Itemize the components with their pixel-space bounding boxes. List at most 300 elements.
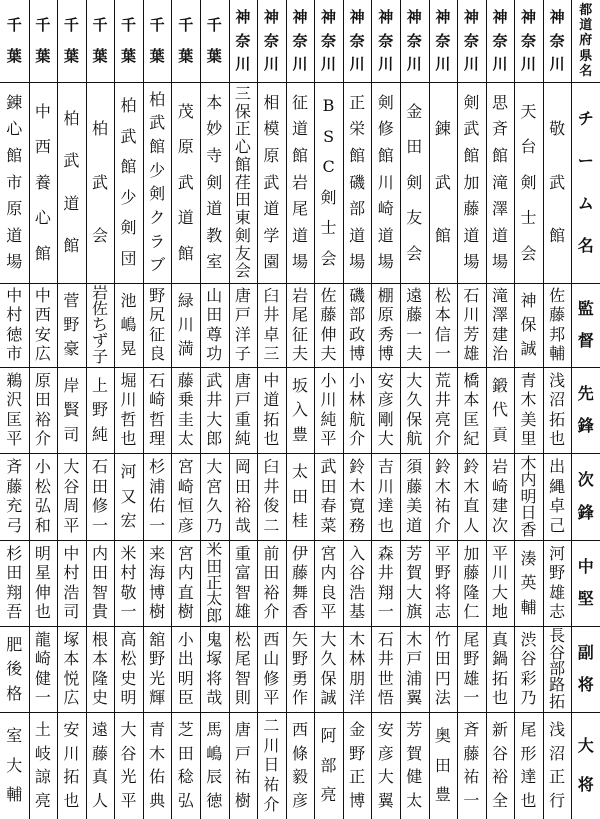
- text-char: 千: [92, 16, 108, 34]
- text-char: 原: [34, 370, 51, 390]
- text-char: 明: [520, 486, 537, 506]
- text-char: 神: [349, 8, 365, 27]
- text-char: 辰: [206, 767, 223, 787]
- text-char: 隆: [463, 582, 480, 602]
- text-char: 名: [577, 236, 594, 256]
- player-name-cell: [514, 714, 543, 817]
- text-char: 森: [377, 543, 394, 563]
- text-char: 木: [520, 455, 537, 473]
- text-char: 川: [263, 735, 280, 755]
- row-divider: [0, 540, 600, 541]
- text-char: 智: [234, 668, 251, 688]
- player-name-cell: [543, 542, 572, 624]
- text-char: 高: [120, 629, 137, 649]
- text-char: 坂: [291, 375, 308, 395]
- text-char: 崎: [177, 476, 194, 496]
- player-name-cell: [371, 628, 400, 710]
- text-char: 翔: [6, 582, 23, 602]
- player-name-cell: [114, 285, 143, 365]
- player-name-cell: [343, 455, 372, 538]
- text-char: 安: [377, 719, 394, 739]
- text-char: 博: [349, 343, 366, 363]
- text-char: 滝: [491, 286, 508, 306]
- text-char: 安: [377, 370, 394, 390]
- text-char: 芳: [406, 543, 423, 563]
- player-name-cell: [457, 455, 486, 538]
- text-char: 神: [406, 8, 422, 27]
- player-name-cell: [229, 628, 258, 710]
- text-char: 戸: [406, 649, 423, 669]
- text-char: 博: [377, 343, 394, 363]
- text-char: 樹: [149, 602, 166, 622]
- text-char: 雄: [463, 668, 480, 688]
- text-char: 奈: [463, 31, 479, 50]
- text-char: 奈: [378, 31, 394, 50]
- player-name-cell: [200, 542, 229, 624]
- text-char: 子: [234, 343, 251, 363]
- text-char: 川: [406, 54, 422, 73]
- text-char: 館: [63, 236, 80, 256]
- text-char: 岡: [234, 456, 251, 476]
- row-divider: [0, 283, 600, 284]
- text-char: 野: [291, 649, 308, 669]
- player-name-cell: [457, 285, 486, 365]
- text-char: 信: [434, 324, 451, 344]
- text-char: 野: [91, 400, 108, 419]
- text-char: 葉: [35, 47, 51, 65]
- text-char: 人: [463, 516, 480, 536]
- player-name-cell: [29, 628, 58, 710]
- text-char: 祐: [234, 767, 251, 787]
- text-char: 佑: [149, 767, 166, 787]
- text-char: 葉: [206, 47, 222, 65]
- player-name-cell: [543, 369, 572, 451]
- text-char: 剣: [234, 225, 251, 245]
- text-char: 棚: [377, 286, 394, 306]
- player-name-cell: [429, 628, 458, 710]
- text-char: 理: [149, 429, 166, 449]
- text-char: 臣: [177, 688, 194, 708]
- player-name-cell: [229, 369, 258, 451]
- text-char: 奈: [292, 31, 308, 50]
- text-char: 道: [377, 225, 394, 245]
- text-char: 場: [6, 252, 23, 272]
- text-char: 藤: [320, 305, 337, 325]
- text-char: 遠: [91, 719, 108, 739]
- text-char: 監: [577, 299, 594, 318]
- text-char: 海: [149, 563, 166, 583]
- text-char: 子: [91, 347, 108, 365]
- text-char: 将: [577, 775, 594, 795]
- text-char: 小: [34, 456, 51, 476]
- text-char: 敬: [120, 582, 137, 602]
- text-char: 石: [377, 629, 394, 649]
- text-char: 建: [491, 324, 508, 344]
- text-char: 金: [349, 719, 366, 739]
- text-char: 航: [349, 409, 366, 429]
- text-char: 嶋: [206, 743, 223, 763]
- text-char: 館: [463, 145, 480, 165]
- text-char: 岐: [34, 743, 51, 763]
- player-name-cell: [343, 369, 372, 451]
- player-name-cell: [457, 628, 486, 710]
- text-char: 翔: [377, 582, 394, 602]
- text-char: 柏: [149, 89, 166, 109]
- text-char: 井: [377, 563, 394, 583]
- text-char: 道: [206, 199, 223, 219]
- text-char: 部: [549, 658, 566, 678]
- text-char: 裕: [491, 767, 508, 787]
- text-char: 斉: [491, 119, 508, 139]
- text-char: 晃: [120, 339, 137, 358]
- text-char: 剣: [149, 184, 166, 204]
- text-char: 平: [63, 516, 80, 536]
- text-char: 秀: [377, 324, 394, 344]
- text-char: 彦: [177, 516, 194, 536]
- text-char: 一: [463, 688, 480, 708]
- text-char: 戸: [234, 390, 251, 410]
- text-char: 夫: [291, 343, 308, 363]
- text-char: 馬: [206, 719, 223, 739]
- text-char: 賢: [63, 400, 80, 419]
- text-char: 武: [263, 172, 280, 192]
- text-char: 中: [577, 556, 594, 576]
- text-char: 遠: [406, 286, 423, 306]
- text-char: 尾: [234, 649, 251, 669]
- text-char: 介: [434, 516, 451, 536]
- player-name-cell: [57, 628, 86, 710]
- text-char: 入: [291, 400, 308, 419]
- text-char: 也: [263, 429, 280, 449]
- text-char: 神: [292, 8, 308, 27]
- player-name-cell: [514, 369, 543, 451]
- text-char: B: [322, 96, 335, 116]
- text-char: 岩: [91, 285, 108, 302]
- text-char: 部: [349, 305, 366, 325]
- text-char: 基: [349, 602, 366, 622]
- text-char: 友: [234, 243, 251, 263]
- team-name-cell: [29, 84, 58, 281]
- text-char: 舘: [149, 629, 166, 649]
- player-name-cell: [200, 455, 229, 538]
- player-name-cell: [343, 542, 372, 624]
- text-char: 也: [549, 429, 566, 449]
- text-char: 奈: [321, 31, 337, 50]
- text-char: 道: [63, 193, 80, 213]
- text-char: 浩: [63, 582, 80, 602]
- text-char: 剣: [520, 172, 537, 192]
- player-name-cell: [0, 455, 29, 538]
- text-char: 芝: [177, 719, 194, 739]
- text-char: 道: [579, 18, 593, 34]
- text-char: 内: [520, 470, 537, 489]
- text-char: 野: [149, 649, 166, 669]
- text-char: 武: [434, 172, 451, 192]
- player-name-cell: [57, 285, 86, 365]
- text-char: 田: [263, 563, 280, 583]
- text-char: 本: [434, 305, 451, 325]
- text-char: 鍛: [491, 375, 508, 395]
- text-char: 圭: [177, 409, 194, 429]
- text-char: 井: [206, 390, 223, 410]
- text-char: 木: [463, 476, 480, 496]
- text-char: 縄: [549, 476, 566, 496]
- text-char: 貢: [491, 424, 508, 444]
- text-char: 川: [463, 305, 480, 325]
- text-char: チ: [577, 108, 594, 128]
- text-char: 平: [120, 791, 137, 811]
- text-char: 路: [549, 675, 566, 695]
- text-char: 場: [463, 252, 480, 272]
- player-name-cell: [257, 542, 286, 624]
- text-char: 太: [177, 429, 194, 449]
- player-name-cell: [429, 455, 458, 538]
- text-char: 拓: [63, 767, 80, 787]
- text-char: 千: [63, 16, 79, 34]
- text-char: 博: [349, 791, 366, 811]
- text-char: 剣: [206, 172, 223, 192]
- player-name-cell: [514, 285, 543, 365]
- text-char: 妙: [206, 119, 223, 139]
- text-char: 奈: [263, 31, 279, 50]
- text-char: 介: [263, 795, 280, 815]
- text-char: 條: [291, 743, 308, 763]
- text-char: 邦: [549, 324, 566, 344]
- player-name-cell: [86, 285, 115, 365]
- text-char: 翼: [406, 688, 423, 708]
- text-char: 地: [491, 602, 508, 622]
- text-char: 龍: [34, 629, 51, 649]
- player-name-cell: [314, 542, 343, 624]
- text-char: 部: [349, 199, 366, 219]
- text-char: 心: [34, 208, 51, 227]
- text-char: ク: [149, 207, 166, 227]
- text-char: 阿: [320, 725, 337, 745]
- text-char: 太: [406, 791, 423, 811]
- text-char: 館: [434, 225, 451, 245]
- text-char: 模: [263, 119, 280, 139]
- text-char: 崎: [491, 476, 508, 496]
- player-name-cell: [400, 714, 429, 817]
- text-char: 野: [349, 743, 366, 763]
- text-char: 也: [63, 791, 80, 811]
- text-char: 千: [178, 16, 194, 34]
- text-char: 心: [234, 137, 251, 156]
- text-char: 直: [177, 582, 194, 602]
- text-char: 輔: [549, 343, 566, 363]
- text-char: 太: [206, 589, 223, 609]
- text-char: 田: [434, 755, 451, 775]
- text-char: 川: [235, 54, 251, 73]
- player-name-cell: [143, 714, 172, 817]
- text-char: 介: [263, 602, 280, 622]
- text-char: 谷: [520, 649, 537, 669]
- text-char: 亮: [434, 409, 451, 429]
- player-name-cell: [514, 628, 543, 710]
- text-char: 川: [177, 315, 194, 334]
- text-char: 介: [349, 429, 366, 449]
- text-char: 宮: [206, 476, 223, 496]
- text-char: 尊: [206, 324, 223, 344]
- text-char: 田: [34, 390, 51, 410]
- text-char: 養: [34, 172, 51, 192]
- text-char: 松: [434, 286, 451, 306]
- text-char: 塚: [206, 649, 223, 669]
- text-char: 士: [320, 218, 337, 238]
- text-char: 川: [120, 390, 137, 410]
- text-char: 也: [491, 688, 508, 708]
- text-char: 田: [206, 556, 223, 576]
- text-char: 河: [120, 461, 137, 481]
- prefecture-cell: [229, 2, 258, 80]
- text-char: 建: [491, 496, 508, 516]
- text-char: 賀: [406, 563, 423, 583]
- text-char: 保: [234, 101, 251, 121]
- player-name-cell: [286, 542, 315, 624]
- text-char: 館: [234, 154, 251, 174]
- player-name-cell: [29, 369, 58, 451]
- text-char: 田: [6, 563, 23, 583]
- player-name-cell: [343, 285, 372, 365]
- player-name-cell: [0, 285, 29, 365]
- text-char: 弘: [34, 496, 51, 516]
- text-char: 剣: [406, 172, 423, 192]
- text-char: 郎: [206, 605, 223, 624]
- text-char: 夫: [406, 343, 423, 363]
- text-char: 奈: [492, 31, 508, 50]
- player-name-cell: [86, 628, 115, 710]
- text-char: 翼: [377, 791, 394, 811]
- text-char: 道: [6, 225, 23, 245]
- text-char: 谷: [349, 563, 366, 583]
- player-name-cell: [371, 542, 400, 624]
- text-char: 真: [491, 629, 508, 649]
- text-char: 藤: [463, 743, 480, 763]
- text-char: 奈: [549, 31, 565, 50]
- text-char: 山: [206, 286, 223, 306]
- text-char: 道: [349, 225, 366, 245]
- text-char: 唐: [234, 719, 251, 739]
- text-char: 徳: [206, 791, 223, 811]
- text-char: 場: [349, 252, 366, 272]
- text-char: 士: [520, 208, 537, 227]
- text-char: 彦: [377, 743, 394, 763]
- text-char: 治: [491, 343, 508, 363]
- text-char: 内: [177, 563, 194, 583]
- row-divider: [0, 82, 600, 83]
- text-char: 田: [434, 649, 451, 669]
- text-char: 野: [549, 563, 566, 583]
- text-char: 浦: [406, 668, 423, 688]
- text-char: 戸: [234, 743, 251, 763]
- text-char: 征: [149, 324, 166, 344]
- text-char: 道: [291, 225, 308, 245]
- text-char: 奈: [349, 31, 365, 50]
- prefecture-cell: [257, 2, 286, 80]
- text-char: 伸: [34, 582, 51, 602]
- text-char: 毅: [291, 767, 308, 787]
- text-char: 長: [549, 628, 566, 646]
- player-name-cell: [57, 542, 86, 624]
- text-char: 錬: [6, 92, 23, 112]
- text-char: 政: [349, 324, 366, 344]
- row-divider: [0, 626, 600, 627]
- text-char: 原: [377, 305, 394, 325]
- text-char: 澤: [491, 305, 508, 325]
- text-char: 来: [149, 543, 166, 563]
- text-char: 内: [320, 563, 337, 583]
- text-char: 西: [34, 305, 51, 325]
- text-char: 木: [434, 476, 451, 496]
- text-char: 乃: [520, 688, 537, 708]
- player-name-cell: [257, 455, 286, 538]
- text-char: 二: [263, 516, 280, 536]
- text-char: 神: [549, 8, 565, 27]
- text-char: 葉: [178, 47, 194, 65]
- text-char: 内: [91, 543, 108, 563]
- text-char: 谷: [549, 642, 566, 662]
- text-char: 勇: [291, 668, 308, 688]
- text-char: 鍋: [491, 649, 508, 669]
- text-char: 市: [6, 343, 23, 363]
- player-name-cell: [29, 714, 58, 817]
- text-char: 乃: [206, 516, 223, 536]
- text-char: 朋: [349, 668, 366, 688]
- text-char: 館: [177, 243, 194, 263]
- text-char: 田: [234, 190, 251, 210]
- player-name-cell: [114, 455, 143, 538]
- text-char: 市: [6, 172, 23, 192]
- text-char: 前: [263, 543, 280, 563]
- text-char: 周: [63, 496, 80, 516]
- text-char: 田: [91, 563, 108, 583]
- text-char: 亮: [320, 785, 337, 805]
- team-name-cell: [371, 84, 400, 281]
- text-char: 平: [320, 429, 337, 449]
- player-name-cell: [143, 542, 172, 624]
- text-char: 航: [406, 429, 423, 449]
- player-name-cell: [371, 285, 400, 365]
- text-char: 武: [63, 151, 80, 171]
- text-char: 満: [177, 339, 194, 358]
- text-char: 浅: [549, 719, 566, 739]
- text-char: 奈: [406, 31, 422, 50]
- text-char: 西: [263, 629, 280, 649]
- text-char: 須: [406, 456, 423, 476]
- player-name-cell: [486, 455, 515, 538]
- prefecture-cell: [171, 2, 200, 80]
- text-char: 相: [263, 92, 280, 112]
- team-name-cell: [486, 84, 515, 281]
- team-name-cell: [543, 84, 572, 281]
- text-char: 一: [434, 343, 451, 363]
- text-char: 木: [520, 390, 537, 410]
- text-char: 館: [491, 145, 508, 165]
- player-name-cell: [371, 369, 400, 451]
- text-char: 健: [34, 668, 51, 688]
- text-char: 錬: [434, 119, 451, 139]
- text-char: 川: [491, 563, 508, 583]
- text-char: 大: [120, 719, 137, 739]
- player-name-cell: [314, 714, 343, 817]
- text-char: 斉: [463, 719, 480, 739]
- text-char: 鋒: [577, 416, 594, 436]
- text-char: 大: [320, 629, 337, 649]
- text-char: 藤: [6, 476, 23, 496]
- text-char: 中: [263, 370, 280, 390]
- text-char: 寺: [206, 145, 223, 165]
- text-char: 介: [34, 429, 51, 449]
